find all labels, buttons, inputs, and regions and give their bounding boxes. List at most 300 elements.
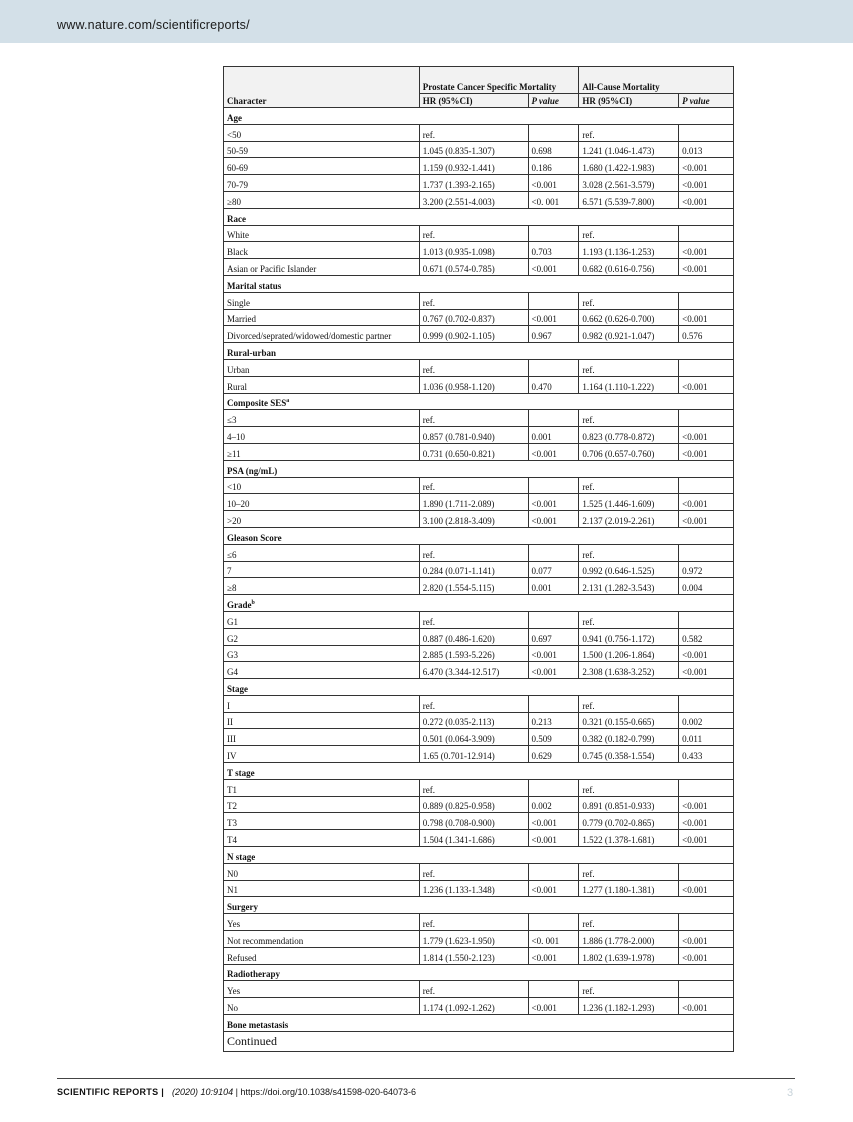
footer-citation: (2020) 10:9104: [172, 1087, 234, 1097]
cell-p2: <0.001: [679, 158, 734, 175]
row-label: II: [224, 712, 420, 729]
page-footer: [57, 1087, 416, 1097]
footnote-marker: b: [251, 599, 255, 606]
table-row: [224, 830, 734, 847]
table-row: [224, 947, 734, 964]
row-label: ≥11: [224, 443, 420, 460]
cell-hr1: 0.889 (0.825-0.958): [419, 796, 528, 813]
cell-p2: [679, 359, 734, 376]
cell-p1: 0.002: [528, 796, 579, 813]
cell-hr1: 1.814 (1.550-2.123): [419, 947, 528, 964]
row-label: Not recommendation: [224, 931, 420, 948]
cell-hr1: 6.470 (3.344-12.517): [419, 662, 528, 679]
cell-hr1: ref.: [419, 863, 528, 880]
group-label: [224, 847, 734, 864]
cell-hr2: 0.706 (0.657-0.760): [579, 443, 679, 460]
table-row: [224, 494, 734, 511]
table-row: [224, 443, 734, 460]
cell-p1: [528, 410, 579, 427]
cell-p1: [528, 863, 579, 880]
cell-hr1: 0.767 (0.702-0.837): [419, 309, 528, 326]
row-label: ≥8: [224, 578, 420, 595]
row-label: T1: [224, 779, 420, 796]
row-label: Yes: [224, 914, 420, 931]
table-row: [224, 746, 734, 763]
row-label: 50-59: [224, 141, 420, 158]
row-label: G4: [224, 662, 420, 679]
cell-p2: <0.001: [679, 494, 734, 511]
group-label: [224, 763, 734, 780]
cell-hr2: ref.: [579, 779, 679, 796]
row-label: Asian or Pacific Islander: [224, 259, 420, 276]
cell-hr2: 1.525 (1.446-1.609): [579, 494, 679, 511]
cell-hr2: ref.: [579, 410, 679, 427]
table-row: [224, 376, 734, 393]
row-label: T3: [224, 813, 420, 830]
cell-p2: [679, 981, 734, 998]
cell-p2: 0.582: [679, 628, 734, 645]
table-row: [224, 561, 734, 578]
row-label: N0: [224, 863, 420, 880]
col-header-p-acm: P value: [679, 94, 734, 108]
table-group-row: [224, 679, 734, 696]
cell-hr1: 0.731 (0.650-0.821): [419, 443, 528, 460]
group-label: [224, 964, 734, 981]
cell-p1: [528, 292, 579, 309]
cell-hr1: ref.: [419, 695, 528, 712]
group-label-text: PSA (ng/mL): [227, 465, 278, 476]
cell-p2: <0.001: [679, 880, 734, 897]
cell-hr1: 3.200 (2.551-4.003): [419, 191, 528, 208]
cell-hr2: ref.: [579, 225, 679, 242]
cell-hr1: 0.999 (0.902-1.105): [419, 326, 528, 343]
cell-hr1: 0.284 (0.071-1.141): [419, 561, 528, 578]
cell-p1: [528, 779, 579, 796]
group-label-text: Radiotherapy: [227, 969, 281, 980]
cell-hr2: 0.745 (0.358-1.554): [579, 746, 679, 763]
cell-p2: [679, 779, 734, 796]
table-row: [224, 427, 734, 444]
cell-p2: 0.011: [679, 729, 734, 746]
row-label: <50: [224, 124, 420, 141]
footer-doi[interactable]: | https://doi.org/10.1038/s41598-020-64073-6: [233, 1087, 417, 1097]
col-header-hr-acm: HR (95%CI): [579, 94, 679, 108]
row-label: G3: [224, 645, 420, 662]
cell-hr1: 0.272 (0.035-2.113): [419, 712, 528, 729]
cell-hr1: 0.887 (0.486-1.620): [419, 628, 528, 645]
cell-hr2: 3.028 (2.561-3.579): [579, 175, 679, 192]
table-group-row: [224, 393, 734, 410]
table-group-row: [224, 897, 734, 914]
cell-p2: 0.002: [679, 712, 734, 729]
cell-hr2: ref.: [579, 544, 679, 561]
group-label: [224, 393, 734, 410]
footnote-marker: a: [286, 398, 290, 405]
cell-hr2: 2.137 (2.019-2.261): [579, 511, 679, 528]
cell-p2: <0.001: [679, 309, 734, 326]
cell-p2: [679, 914, 734, 931]
table-group-row: [224, 964, 734, 981]
cell-hr2: ref.: [579, 611, 679, 628]
group-label-text: Surgery: [227, 902, 258, 913]
cell-hr1: 1.65 (0.701-12.914): [419, 746, 528, 763]
table-row: [224, 645, 734, 662]
cell-hr1: ref.: [419, 779, 528, 796]
cell-p2: 0.576: [679, 326, 734, 343]
cell-hr1: 1.236 (1.133-1.348): [419, 880, 528, 897]
row-label: Rural: [224, 376, 420, 393]
cell-p2: <0.001: [679, 947, 734, 964]
row-label: ≤6: [224, 544, 420, 561]
cell-hr2: 0.891 (0.851-0.933): [579, 796, 679, 813]
row-label: >20: [224, 511, 420, 528]
cell-hr2: 1.193 (1.136-1.253): [579, 242, 679, 259]
group-label: [224, 595, 734, 612]
cell-hr2: ref.: [579, 863, 679, 880]
group-label-text: Stage: [227, 683, 248, 694]
group-label-text: Bone metastasis: [227, 1019, 289, 1030]
cell-hr1: 2.885 (1.593-5.226): [419, 645, 528, 662]
cell-p1: <0.001: [528, 830, 579, 847]
group-label: [224, 679, 734, 696]
cell-p2: [679, 611, 734, 628]
group-label-text: Grade: [227, 599, 252, 610]
table-row: [224, 175, 734, 192]
cell-p1: <0.001: [528, 511, 579, 528]
row-label: ≥80: [224, 191, 420, 208]
cell-hr1: 1.737 (1.393-2.165): [419, 175, 528, 192]
cell-hr2: 2.308 (1.638-3.252): [579, 662, 679, 679]
group-label: [224, 460, 734, 477]
group-label-text: Rural-urban: [227, 347, 277, 358]
cell-p1: 0.509: [528, 729, 579, 746]
cell-hr1: ref.: [419, 611, 528, 628]
cell-p2: [679, 544, 734, 561]
cell-hr2: 1.236 (1.182-1.293): [579, 998, 679, 1015]
group-label-text: Composite SES: [227, 398, 287, 409]
table-row: [224, 292, 734, 309]
cell-p2: <0.001: [679, 830, 734, 847]
cell-p2: [679, 477, 734, 494]
col-header-hr-pcsm: HR (95%CI): [419, 94, 528, 108]
cell-hr1: 0.671 (0.574-0.785): [419, 259, 528, 276]
table-row: [224, 880, 734, 897]
table-group-row: [224, 847, 734, 864]
footer-rule: [57, 1078, 795, 1079]
row-label: 4–10: [224, 427, 420, 444]
table-row: [224, 796, 734, 813]
cell-p1: [528, 359, 579, 376]
cell-p2: <0.001: [679, 645, 734, 662]
cell-hr2: 1.277 (1.180-1.381): [579, 880, 679, 897]
cell-p2: <0.001: [679, 511, 734, 528]
cell-hr1: 3.100 (2.818-3.409): [419, 511, 528, 528]
row-label: White: [224, 225, 420, 242]
cell-p2: [679, 863, 734, 880]
group-label: [224, 527, 734, 544]
cell-hr1: 2.820 (1.554-5.115): [419, 578, 528, 595]
cell-hr2: ref.: [579, 695, 679, 712]
table-row: [224, 511, 734, 528]
cell-hr1: 1.890 (1.711-2.089): [419, 494, 528, 511]
cell-hr1: 1.045 (0.835-1.307): [419, 141, 528, 158]
table-group-row: [224, 527, 734, 544]
cell-hr1: 0.857 (0.781-0.940): [419, 427, 528, 444]
cell-p1: 0.186: [528, 158, 579, 175]
cell-p1: [528, 544, 579, 561]
cell-p1: 0.697: [528, 628, 579, 645]
cell-hr2: 1.164 (1.110-1.222): [579, 376, 679, 393]
cell-p1: [528, 225, 579, 242]
cell-p2: [679, 292, 734, 309]
cell-p2: 0.433: [679, 746, 734, 763]
site-header-bar: [0, 0, 853, 43]
cell-hr2: 2.131 (1.282-3.543): [579, 578, 679, 595]
cell-p1: [528, 611, 579, 628]
cell-hr1: ref.: [419, 359, 528, 376]
row-label: Married: [224, 309, 420, 326]
table-group-row: [224, 595, 734, 612]
row-label: T4: [224, 830, 420, 847]
cell-hr1: ref.: [419, 292, 528, 309]
cell-p1: [528, 981, 579, 998]
table-row: [224, 628, 734, 645]
cell-p1: <0. 001: [528, 931, 579, 948]
cell-hr2: 1.802 (1.639-1.978): [579, 947, 679, 964]
cell-hr1: 1.174 (1.092-1.262): [419, 998, 528, 1015]
table-row: [224, 309, 734, 326]
table-row: [224, 191, 734, 208]
cell-p2: <0.001: [679, 175, 734, 192]
row-label: Black: [224, 242, 420, 259]
group-label: [224, 208, 734, 225]
table-row: [224, 124, 734, 141]
row-label: N1: [224, 880, 420, 897]
table-row: [224, 914, 734, 931]
row-label: IV: [224, 746, 420, 763]
cell-hr2: 0.321 (0.155-0.665): [579, 712, 679, 729]
table-row: [224, 695, 734, 712]
table-row: [224, 779, 734, 796]
table-row: [224, 242, 734, 259]
cell-hr2: 0.941 (0.756-1.172): [579, 628, 679, 645]
table-group-row: [224, 275, 734, 292]
cell-p1: <0.001: [528, 880, 579, 897]
group-label-text: N stage: [227, 851, 256, 862]
row-label: Refused: [224, 947, 420, 964]
cell-hr1: ref.: [419, 410, 528, 427]
col-header-p-pcsm: P value: [528, 94, 579, 108]
row-label: 70-79: [224, 175, 420, 192]
table-row: [224, 225, 734, 242]
cell-hr1: 1.779 (1.623-1.950): [419, 931, 528, 948]
cell-p1: 0.001: [528, 427, 579, 444]
table-body: [224, 108, 734, 1032]
cell-hr2: 6.571 (5.539-7.800): [579, 191, 679, 208]
cell-p2: [679, 695, 734, 712]
cell-hr1: ref.: [419, 914, 528, 931]
cell-hr1: ref.: [419, 124, 528, 141]
cell-p1: <0.001: [528, 813, 579, 830]
page-number: 3: [787, 1087, 794, 1099]
row-label: 7: [224, 561, 420, 578]
cell-p2: <0.001: [679, 796, 734, 813]
cell-p1: [528, 124, 579, 141]
table-row: [224, 611, 734, 628]
table-row: [224, 981, 734, 998]
cell-hr2: ref.: [579, 914, 679, 931]
cell-hr2: 0.382 (0.182-0.799): [579, 729, 679, 746]
cell-hr1: ref.: [419, 544, 528, 561]
cell-hr1: 1.504 (1.341-1.686): [419, 830, 528, 847]
cell-p2: <0.001: [679, 998, 734, 1015]
cell-hr1: ref.: [419, 225, 528, 242]
table-group-row: [224, 208, 734, 225]
cell-p1: [528, 695, 579, 712]
table-group-row: [224, 343, 734, 360]
group-label-text: Gleason Score: [227, 532, 282, 543]
cell-hr2: 1.241 (1.046-1.473): [579, 141, 679, 158]
cell-hr2: 0.662 (0.626-0.700): [579, 309, 679, 326]
site-url[interactable]: www.nature.com/scientificreports/: [57, 18, 250, 32]
row-label: G2: [224, 628, 420, 645]
cell-hr2: 0.779 (0.702-0.865): [579, 813, 679, 830]
group-label-text: Race: [227, 213, 246, 224]
cell-p2: <0.001: [679, 931, 734, 948]
table-row: [224, 158, 734, 175]
cell-p1: <0.001: [528, 259, 579, 276]
col-header-acm: All-Cause Mortality: [579, 67, 734, 94]
cell-p1: 0.967: [528, 326, 579, 343]
table-row: [224, 863, 734, 880]
cell-p1: 0.001: [528, 578, 579, 595]
cell-hr1: ref.: [419, 477, 528, 494]
cell-p2: [679, 124, 734, 141]
cell-hr2: ref.: [579, 124, 679, 141]
cell-hr2: 1.680 (1.422-1.983): [579, 158, 679, 175]
cell-p1: <0.001: [528, 998, 579, 1015]
table-row: [224, 544, 734, 561]
table-row: [224, 712, 734, 729]
cell-hr2: ref.: [579, 981, 679, 998]
group-label: [224, 897, 734, 914]
table-row: [224, 998, 734, 1015]
cell-hr2: ref.: [579, 359, 679, 376]
group-label: [224, 108, 734, 125]
group-label-text: Marital status: [227, 280, 282, 291]
cell-p2: <0.001: [679, 242, 734, 259]
cell-p1: <0.001: [528, 309, 579, 326]
group-label-text: T stage: [227, 767, 255, 778]
cell-p2: <0.001: [679, 813, 734, 830]
row-label: Divorced/seprated/widowed/domestic partner: [224, 326, 420, 343]
cell-p2: [679, 225, 734, 242]
row-label: ≤3: [224, 410, 420, 427]
cell-hr2: 0.823 (0.778-0.872): [579, 427, 679, 444]
cell-hr2: 0.982 (0.921-1.047): [579, 326, 679, 343]
table-row: [224, 259, 734, 276]
cell-p2: [679, 410, 734, 427]
row-label: III: [224, 729, 420, 746]
cell-p1: <0.001: [528, 645, 579, 662]
cell-p1: 0.077: [528, 561, 579, 578]
row-label: <10: [224, 477, 420, 494]
col-header-character: Character: [224, 67, 420, 108]
cell-p1: [528, 914, 579, 931]
cell-hr2: 0.992 (0.646-1.525): [579, 561, 679, 578]
cell-hr1: 0.501 (0.064-3.909): [419, 729, 528, 746]
table-row: [224, 931, 734, 948]
cell-hr2: 1.522 (1.378-1.681): [579, 830, 679, 847]
cell-hr2: 1.500 (1.206-1.864): [579, 645, 679, 662]
cell-p1: 0.698: [528, 141, 579, 158]
group-label: [224, 343, 734, 360]
group-label: [224, 275, 734, 292]
cell-p2: <0.001: [679, 376, 734, 393]
table-continued-note: Continued: [224, 1031, 734, 1051]
table-group-row: [224, 763, 734, 780]
cell-hr1: 1.013 (0.935-1.098): [419, 242, 528, 259]
cell-p1: 0.629: [528, 746, 579, 763]
table-group-row: [224, 460, 734, 477]
table-row: [224, 729, 734, 746]
cell-hr1: 0.798 (0.708-0.900): [419, 813, 528, 830]
cell-hr2: ref.: [579, 477, 679, 494]
cell-hr1: ref.: [419, 981, 528, 998]
results-table: [223, 66, 734, 1052]
cell-p2: <0.001: [679, 191, 734, 208]
table-group-row: [224, 108, 734, 125]
cell-p1: 0.470: [528, 376, 579, 393]
row-label: Urban: [224, 359, 420, 376]
cell-p1: [528, 477, 579, 494]
cell-p2: 0.972: [679, 561, 734, 578]
table-row: [224, 578, 734, 595]
cell-p2: <0.001: [679, 443, 734, 460]
col-header-pcsm: Prostate Cancer Specific Mortality: [419, 67, 579, 94]
cell-hr2: 1.886 (1.778-2.000): [579, 931, 679, 948]
cell-p2: <0.001: [679, 662, 734, 679]
row-label: I: [224, 695, 420, 712]
cell-p1: 0.213: [528, 712, 579, 729]
cell-p2: 0.004: [679, 578, 734, 595]
row-label: T2: [224, 796, 420, 813]
group-label: [224, 1015, 734, 1032]
cell-hr1: 1.159 (0.932-1.441): [419, 158, 528, 175]
cell-hr2: ref.: [579, 292, 679, 309]
cell-p2: <0.001: [679, 259, 734, 276]
table-row: [224, 477, 734, 494]
cell-p1: <0.001: [528, 443, 579, 460]
cell-p2: 0.013: [679, 141, 734, 158]
cell-hr2: 0.682 (0.616-0.756): [579, 259, 679, 276]
footer-journal: SCIENTIFIC REPORTS |: [57, 1087, 165, 1097]
table-row: [224, 813, 734, 830]
row-label: 10–20: [224, 494, 420, 511]
row-label: 60-69: [224, 158, 420, 175]
cell-p1: <0.001: [528, 175, 579, 192]
cell-p1: 0.703: [528, 242, 579, 259]
cell-p1: <0. 001: [528, 191, 579, 208]
cell-p1: <0.001: [528, 662, 579, 679]
cell-p1: <0.001: [528, 494, 579, 511]
row-label: Single: [224, 292, 420, 309]
row-label: Yes: [224, 981, 420, 998]
table-group-row: [224, 1015, 734, 1032]
cell-p1: <0.001: [528, 947, 579, 964]
table-row: [224, 326, 734, 343]
group-label-text: Age: [227, 112, 242, 123]
